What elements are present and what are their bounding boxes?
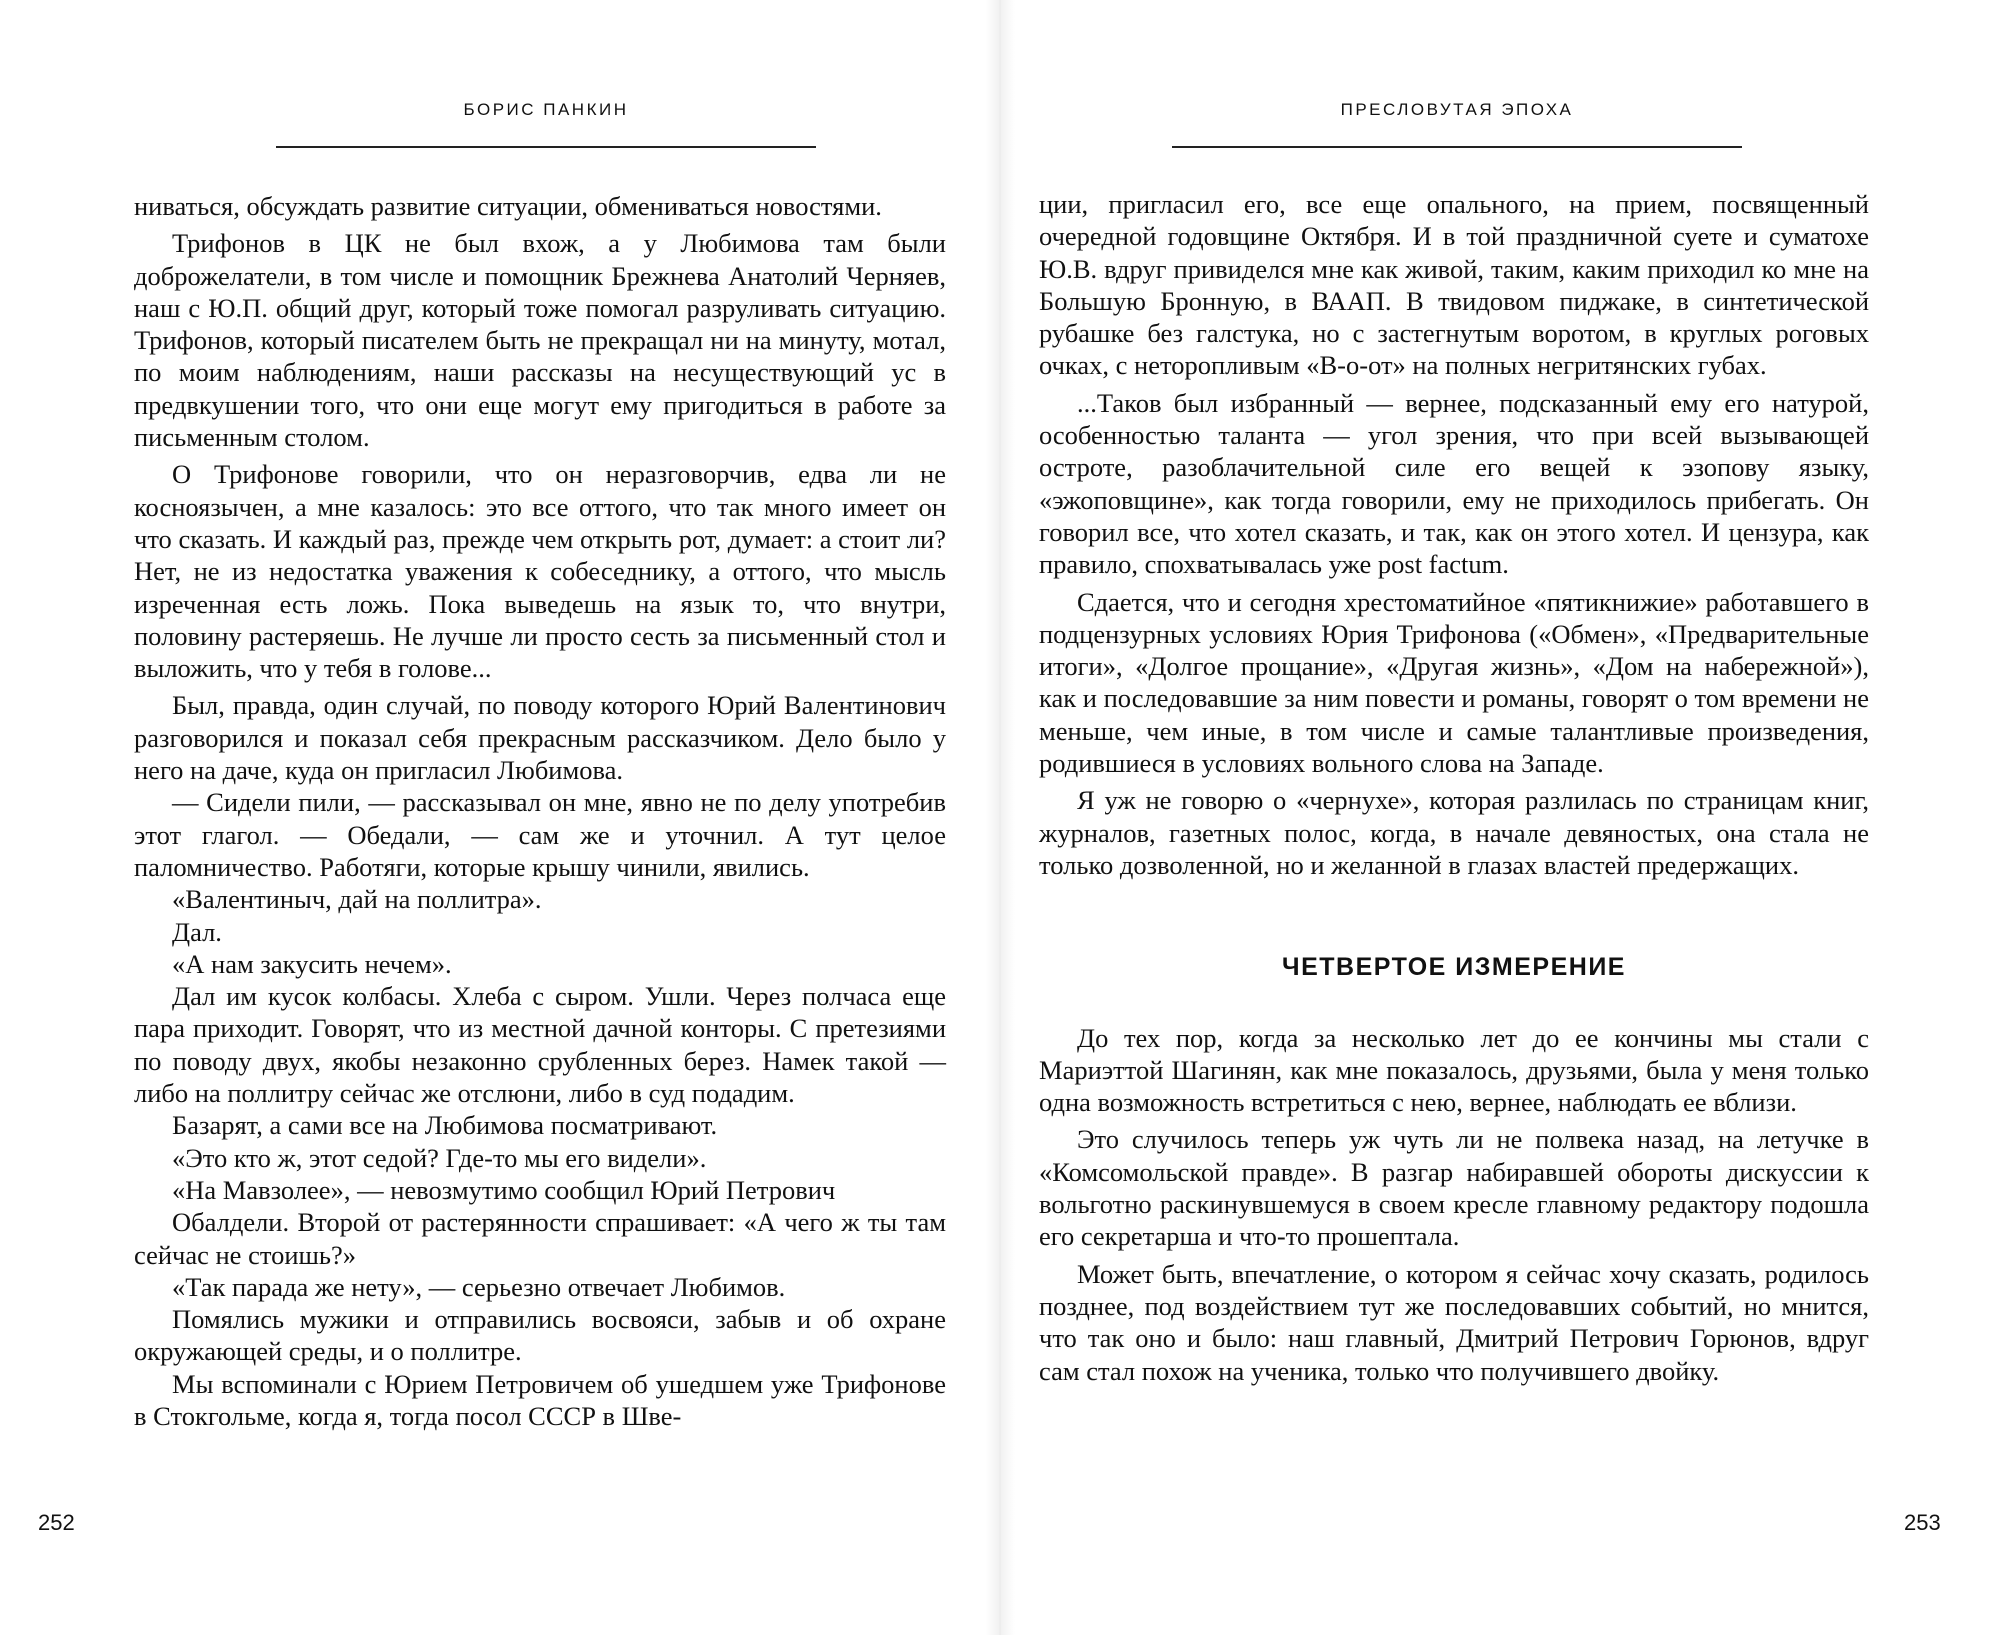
right-page <box>1000 0 2000 1635</box>
header-rule <box>1172 146 1742 148</box>
paragraph: Это случилось теперь уж чуть ли не полвека назад, на летучке в «Комсомольской правде». В разгар набиравшей обороты дискуссии к вольготно раскинувшемуся в своем кресле главному редактору подошла его секретарша и что-то прошептала. <box>1039 1124 1869 1252</box>
paragraph: Я уж не говорю о «чернухе», которая разлилась по страницам книг, журналов, газетных полос, когда, в начале девяностых, она стала не только дозволенной, но и желанной в глазах властей предержащих. <box>1039 785 1869 880</box>
body-text <box>134 190 946 1432</box>
running-head-title: ПРЕСЛОВУТАЯ ЭПОХА <box>1340 100 1574 119</box>
paragraph: Был, правда, один случай, по поводу которого Юрий Валентинович разговорился и показал себя прекрасным рассказчиком. Дело было у него на даче, куда он пригласил Любимова. <box>134 690 946 786</box>
paragraph: О Трифонове говорили, что он неразговорчив, едва ли не косноязычен, а мне казалось: это все оттого, что так много имеет он что сказать. И каждый раз, прежде чем открыть рот, думает: а стоит ли? Нет, не из недостатка уважения к собеседнику, а оттого, что мысль изреченная есть ложь. Пока выведешь на язык то, что внутри, половину растеряешь. Не лучше ли просто сесть за письменный стол и выложить, что у тебя в голове... <box>134 459 946 684</box>
paragraph: «Валентиныч, дай на поллитра». <box>172 884 542 915</box>
paragraph: Мы вспоминали с Юрием Петровичем об ушедшем уже Трифонове в Стокгольме, когда я, тогда посол СССР в Шве- <box>134 1368 946 1431</box>
paragraph: До тех пор, когда за несколько лет до ее кончины мы стали с Мариэттой Шагинян, как мне показалось, друзьями, была у меня только одна возможность встретиться с нею, вернее, наблюдать ее вблизи. <box>1039 1022 1869 1118</box>
paragraph: Может быть, впечатление, о котором я сейчас хочу сказать, родилось позднее, под воздействием тут же последовавших событий, но мнится, что так оно и было: наш главный, Дмитрий Петрович Горюнов, вдруг сам стал похож на ученика, только что получившего двойку. <box>1039 1258 1869 1386</box>
paragraph: «На Мавзолее», — невозмутимо сообщил Юрий Петрович <box>172 1174 836 1205</box>
paragraph: Помялись мужики и отправились восвояси, забыв и об охране окружающей среды, и о поллитре. <box>134 1304 946 1367</box>
page-number: 252 <box>38 1510 75 1535</box>
paragraph: Дал. <box>172 916 222 947</box>
paragraph: — Сидели пили, — рассказывал он мне, явно не по делу употребив этот глагол. — Обедали, — сам же и уточнил. А тут целое паломничество. Работяги, которые крышу чинили, явились. <box>134 787 946 882</box>
paragraph: ниваться, обсуждать развитие ситуации, обмениваться новостями. <box>134 191 882 221</box>
paragraph: Трифонов в ЦК не был вхож, а у Любимова там были доброжелатели, в том числе и помощник Брежнева Анатолий Черняев, наш с Ю.П. общий друг, который тоже помогал разруливать ситуацию. Трифонов, который писателем быть не прекращал ни на минуту, мотал, по моим наблюдениям, наши рассказы на несуществующий ус в предвкушении того, что они еще могут ему пригодиться в работе за письменным столом. <box>134 228 946 453</box>
section-title: ЧЕТВЕРТОЕ ИЗМЕРЕНИЕ <box>1282 953 1626 982</box>
paragraph: Сдается, что и сегодня хрестоматийное «пятикнижие» работавшего в подцензурных условиях Юрия Трифонова («Обмен», «Предварительные итоги», «Долгое прощание», «Другая жизнь», «Дом на набережной»), как и последовавшие за ним повести и романы, говорят о том времени не меньше, чем иные, в том числе и самые талантливые произведения, родившиеся в условиях вольного слова на Западе. <box>1039 586 1869 779</box>
paragraph: Базарят, а сами все на Любимова посматривают. <box>172 1110 718 1141</box>
paragraph: ции, пригласил его, все еще опального, на прием, посвященный очередной годовщине Октября. И в той праздничной суете и суматохе Ю.В. вдруг привиделся мне как живой, таким, каким приходил ко мне на Большую Бронную, в ВААП. В твидовом пиджаке, в синтетической рубашке без галстука, но с застегнутым воротом, в круглых роговых очках, с неторопливым «В-о-от» на полных негритянских губах. <box>1039 189 1869 381</box>
page-number: 253 <box>1904 1510 1941 1535</box>
running-head-author: БОРИС ПАНКИН <box>463 100 629 119</box>
paragraph: ...Таков был избранный — вернее, подсказанный ему его натурой, особенностью таланта — угол зрения, что при всей вызывающей остроте, разоблачительной силе его вещей к эзопову языку, «эжоповщине», как тогда говорили, ему не приходилось прибегать. Он говорил все, что хотел сказать, и так, как он этого хотел. И цензура, как правило, спохватывалась уже post factum. <box>1039 387 1869 580</box>
paragraph: «А нам закусить нечем». <box>172 948 452 979</box>
body-text <box>1039 188 1869 1387</box>
paragraph: Дал им кусок колбасы. Хлеба с сыром. Ушли. Через полчаса еще пара приходит. Говорят, что из местной дачной конторы. С претезиями по поводу двух, якобы незаконно срубленных берез. Намек такой — либо на поллитру сейчас же отслюни, либо в суд подадим. <box>134 981 946 1109</box>
paragraph: Обалдели. Второй от растерянности спрашивает: «А чего ж ты там сейчас не стоишь?» <box>134 1207 946 1270</box>
header-rule <box>276 146 816 148</box>
paragraph: «Это кто ж, этот седой? Где-то мы его видели». <box>172 1142 707 1173</box>
paragraph: «Так парада же нету», — серьезно отвечает Любимов. <box>172 1271 786 1302</box>
